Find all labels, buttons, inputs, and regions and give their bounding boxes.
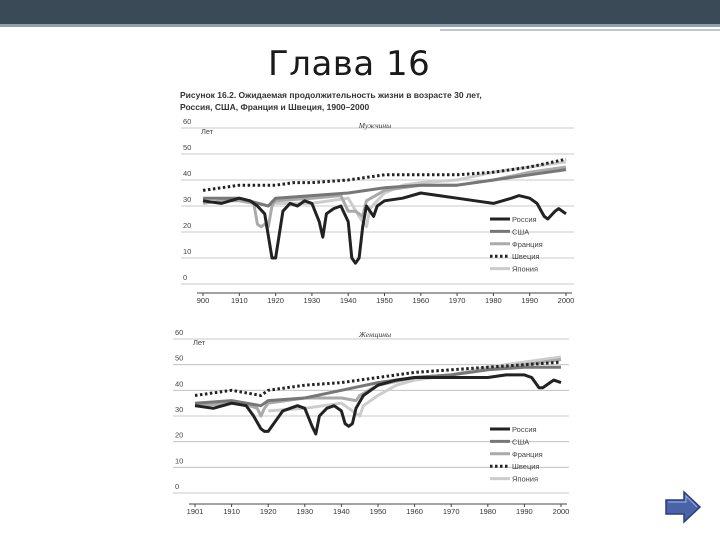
y-tick-label: 30 [183, 195, 192, 204]
x-tick-label: 1930 [303, 296, 321, 305]
legend-label: США [512, 437, 530, 447]
y-tick-label: 0 [175, 482, 180, 491]
y-tick-label: 50 [175, 353, 184, 363]
y-tick-label: 50 [183, 143, 192, 152]
y-tick-label: 60 [183, 117, 192, 126]
legend-label: Швеция [512, 462, 540, 472]
right-arrow-icon[interactable] [666, 492, 700, 522]
x-tick-label: 900 [196, 296, 210, 305]
y-tick-label: 20 [175, 430, 184, 440]
chart-title: Мужчины [358, 121, 392, 130]
x-tick-label: 1910 [230, 296, 248, 305]
legend-label: США [512, 227, 530, 237]
slide-title: Глава 16 [268, 44, 431, 84]
x-tick-label: 1950 [369, 507, 387, 516]
legend-label: Япония [512, 474, 539, 484]
x-tick-label: 1910 [223, 507, 240, 516]
x-tick-label: 2000 [552, 507, 570, 516]
legend-label: Швеция [512, 252, 540, 262]
x-tick-label: 1980 [479, 507, 497, 516]
legend-label: Россия [512, 215, 537, 224]
y-tick-label: 0 [183, 273, 188, 282]
next-slide-button[interactable] [664, 490, 702, 524]
y-tick-label: 60 [175, 328, 184, 337]
x-tick-label: 1990 [516, 507, 533, 516]
chart-title: Женщины [358, 330, 392, 339]
y-tick-label: 40 [175, 379, 184, 389]
legend-label: Франция [512, 239, 543, 249]
x-tick-label: 1901 [186, 507, 204, 516]
y-tick-label: 10 [183, 247, 192, 256]
y-tick-label: 40 [183, 169, 192, 178]
x-tick-label: 1940 [339, 296, 357, 305]
legend [490, 215, 543, 274]
y-tick-label: 30 [175, 405, 184, 414]
x-tick-label: 1930 [296, 507, 314, 516]
y-axis-label: Лет [193, 338, 206, 347]
x-tick-label: 1950 [376, 296, 393, 305]
x-tick-label: 1960 [406, 507, 423, 516]
y-tick-label: 20 [183, 221, 192, 230]
legend-label: Франция [512, 449, 543, 459]
x-tick-label: 1970 [448, 296, 466, 305]
figure-caption-line2: Россия, США, Франция и Швеция, 1900–2000 [180, 102, 370, 112]
legend-label: Япония [512, 264, 539, 274]
x-tick-label: 1960 [412, 296, 430, 305]
x-tick-label: 1940 [333, 507, 350, 516]
x-tick-label: 1920 [259, 507, 277, 516]
x-tick-label: 1970 [442, 507, 460, 516]
legend [490, 425, 543, 484]
x-tick-label: 1990 [521, 296, 539, 305]
legend-label: Россия [512, 425, 537, 434]
x-tick-label: 2000 [557, 296, 575, 305]
x-tick-label: 1980 [485, 296, 502, 305]
chart-panel-2 [173, 328, 569, 516]
figure-caption-line1: Рисунок 16.2. Ожидаемая продолжительность жизни в возрасте 30 лет, [180, 90, 482, 100]
y-axis-label: Лет [201, 127, 214, 136]
y-tick-label: 10 [175, 456, 184, 466]
x-tick-label: 1920 [267, 296, 284, 305]
chart-panel-1 [181, 117, 574, 305]
